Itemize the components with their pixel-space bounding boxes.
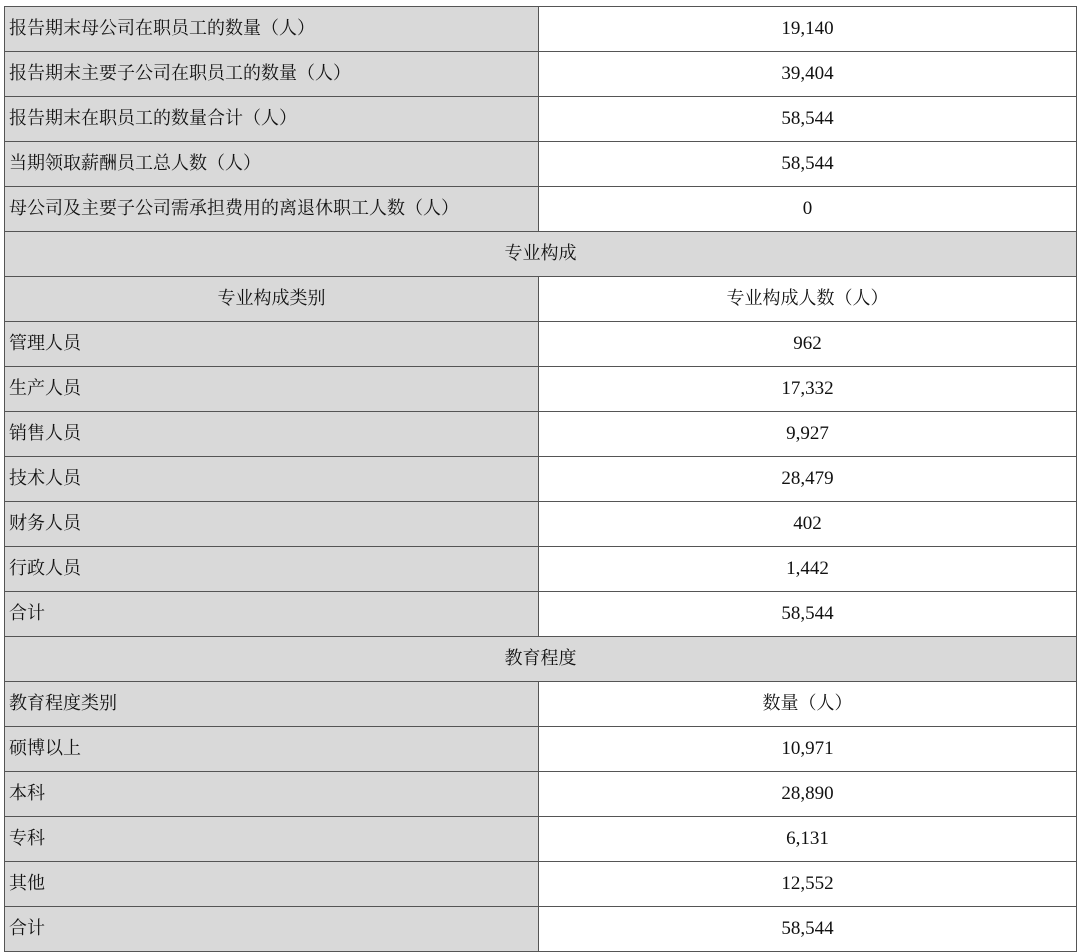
row-value: 10,971 [539,727,1077,772]
row-label: 报告期末在职员工的数量合计（人） [5,97,539,142]
row-value: 12,552 [539,862,1077,907]
row-label: 技术人员 [5,457,539,502]
employee-table [4,6,1077,952]
row-label: 母公司及主要子公司需承担费用的离退休职工人数（人） [5,187,539,232]
row-label: 销售人员 [5,412,539,457]
section-title-row [5,637,1077,682]
table-row [5,367,1077,412]
section-title-education: 教育程度 [5,637,1077,682]
row-value: 58,544 [539,142,1077,187]
row-value: 58,544 [539,907,1077,952]
row-label: 本科 [5,772,539,817]
row-value: 28,890 [539,772,1077,817]
row-label: 报告期末母公司在职员工的数量（人） [5,7,539,52]
table-row [5,772,1077,817]
table-row [5,142,1077,187]
table-row [5,547,1077,592]
row-label: 专科 [5,817,539,862]
row-label: 合计 [5,907,539,952]
table-row [5,412,1077,457]
section-title-row [5,232,1077,277]
row-value: 39,404 [539,52,1077,97]
row-value: 19,140 [539,7,1077,52]
row-value: 58,544 [539,97,1077,142]
table-row [5,7,1077,52]
table-row [5,97,1077,142]
row-label: 其他 [5,862,539,907]
row-label: 当期领取薪酬员工总人数（人） [5,142,539,187]
row-label: 财务人员 [5,502,539,547]
column-header-row [5,277,1077,322]
row-label: 硕博以上 [5,727,539,772]
row-label: 报告期末主要子公司在职员工的数量（人） [5,52,539,97]
row-value: 962 [539,322,1077,367]
row-label: 管理人员 [5,322,539,367]
row-value: 17,332 [539,367,1077,412]
row-value: 9,927 [539,412,1077,457]
row-value: 58,544 [539,592,1077,637]
table-row [5,862,1077,907]
row-label: 行政人员 [5,547,539,592]
table-row [5,187,1077,232]
row-value: 6,131 [539,817,1077,862]
row-label: 合计 [5,592,539,637]
table-row-total [5,592,1077,637]
column-header-count: 数量（人） [539,682,1077,727]
table-row [5,727,1077,772]
column-header-row [5,682,1077,727]
column-header-category: 教育程度类别 [5,682,539,727]
row-label: 生产人员 [5,367,539,412]
row-value: 1,442 [539,547,1077,592]
table-row [5,817,1077,862]
section-title-professional: 专业构成 [5,232,1077,277]
table-row-total [5,907,1077,952]
row-value: 402 [539,502,1077,547]
table-row [5,502,1077,547]
column-header-count: 专业构成人数（人） [539,277,1077,322]
table-row [5,52,1077,97]
column-header-category: 专业构成类别 [5,277,539,322]
employee-table-container [4,6,1076,952]
row-value: 28,479 [539,457,1077,502]
table-row [5,322,1077,367]
row-value: 0 [539,187,1077,232]
table-row [5,457,1077,502]
